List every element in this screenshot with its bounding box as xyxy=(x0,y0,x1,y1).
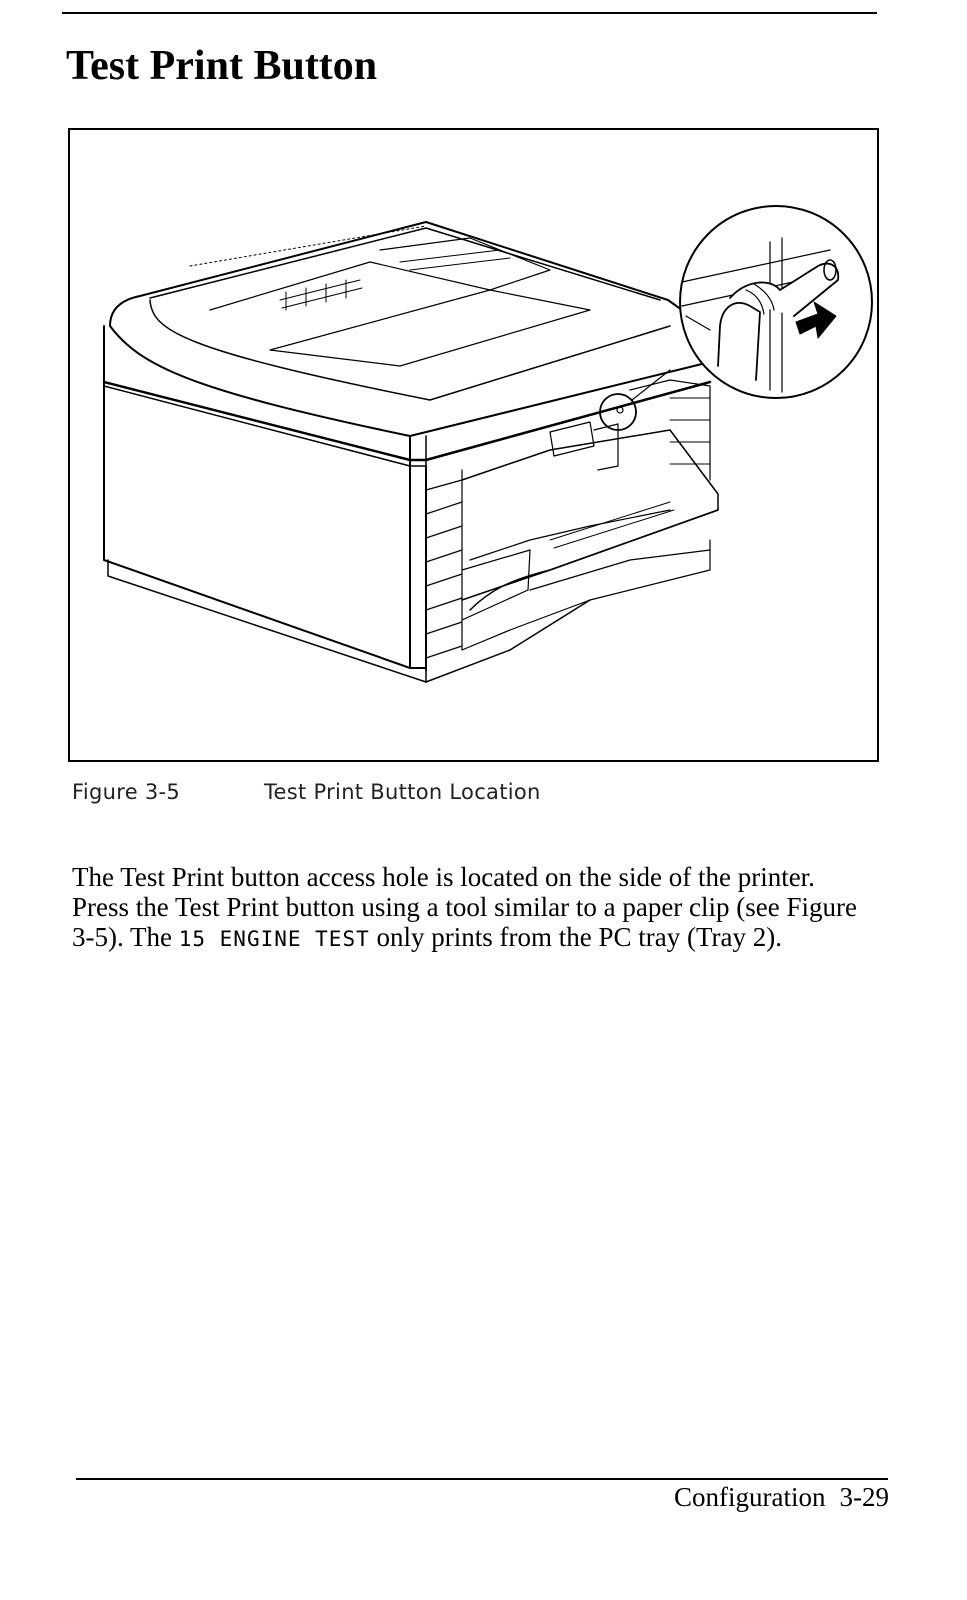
figure-title: Test Print Button Location xyxy=(264,780,541,804)
figure-number: Figure 3-5 xyxy=(72,780,181,804)
footer-section: Configuration xyxy=(674,1482,826,1512)
page-number: 3-29 xyxy=(839,1482,889,1512)
body-text-part1: The Test Print button access hole is located on the side of the printer. Press the Test Print button using a tool similar to a paper clip (see Figure 3-5). The xyxy=(72,862,857,952)
figure-caption xyxy=(72,780,541,804)
printer-illustration xyxy=(70,130,877,760)
figure-frame xyxy=(68,128,879,762)
top-rule xyxy=(62,12,877,14)
engine-test-code: 15 ENGINE TEST xyxy=(178,927,370,951)
page-title: Test Print Button xyxy=(66,43,378,89)
bottom-rule xyxy=(76,1478,888,1480)
body-text-part2: only prints from the PC tray (Tray 2). xyxy=(369,922,782,952)
page-footer xyxy=(674,1482,889,1513)
body-paragraph xyxy=(72,862,872,954)
